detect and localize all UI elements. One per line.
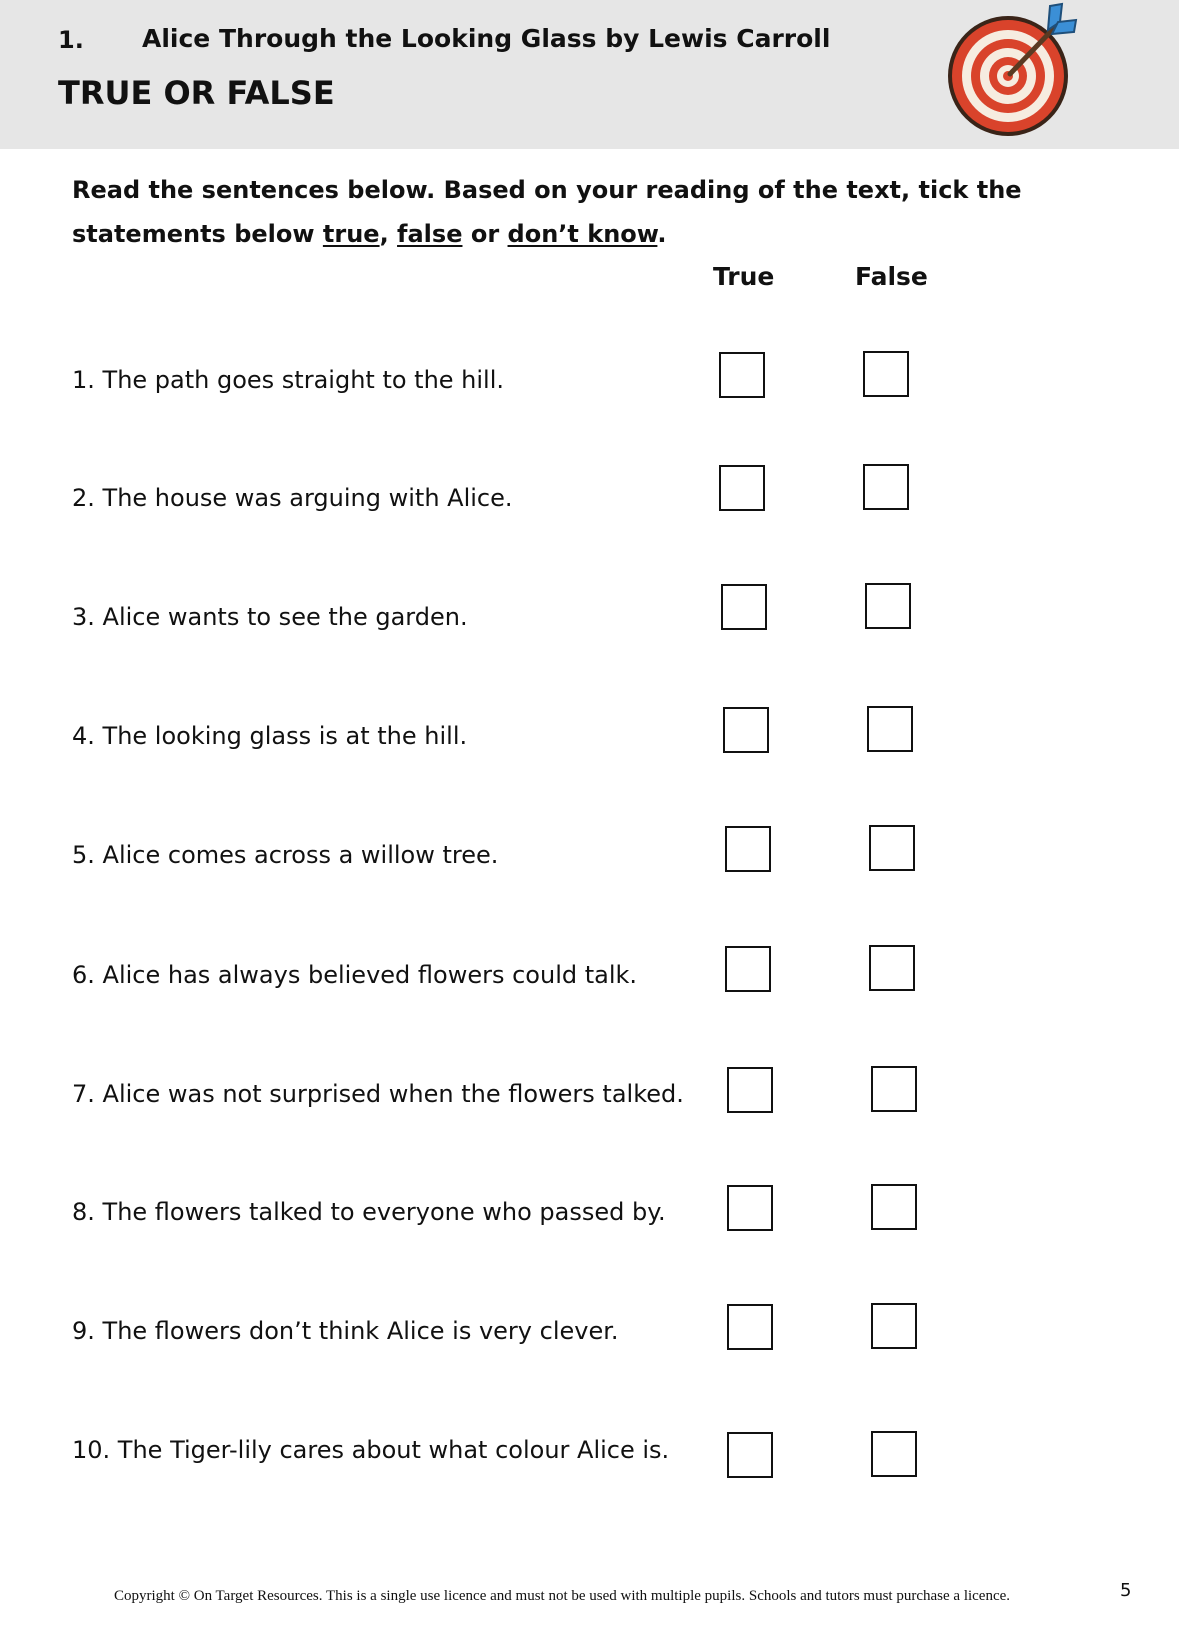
- question-4-true-checkbox[interactable]: [723, 707, 769, 753]
- question-6: 6. Alice has always believed flowers could talk.: [72, 961, 638, 989]
- question-10-false-checkbox[interactable]: [871, 1431, 917, 1477]
- question-5: 5. Alice comes across a willow tree.: [72, 841, 499, 869]
- dont-know-word: don’t know: [507, 220, 658, 248]
- instructions-text: Read the sentences below. Based on your reading of the text, tick the statements below: [72, 176, 1022, 248]
- question-1-true-checkbox[interactable]: [719, 352, 765, 398]
- question-2-false-checkbox[interactable]: [863, 464, 909, 510]
- question-5-false-checkbox[interactable]: [869, 825, 915, 871]
- question-7-false-checkbox[interactable]: [871, 1066, 917, 1112]
- question-7-true-checkbox[interactable]: [727, 1067, 773, 1113]
- question-4-false-checkbox[interactable]: [867, 706, 913, 752]
- question-3-false-checkbox[interactable]: [865, 583, 911, 629]
- worksheet-number: 1.: [58, 26, 84, 54]
- question-1: 1. The path goes straight to the hill.: [72, 366, 505, 394]
- instructions-comma: ,: [379, 220, 389, 248]
- instructions: [72, 168, 1112, 256]
- question-9-true-checkbox[interactable]: [727, 1304, 773, 1350]
- question-3-true-checkbox[interactable]: [721, 584, 767, 630]
- question-8-false-checkbox[interactable]: [871, 1184, 917, 1230]
- question-8-true-checkbox[interactable]: [727, 1185, 773, 1231]
- question-5-true-checkbox[interactable]: [725, 826, 771, 872]
- worksheet-title: Alice Through the Looking Glass by Lewis Carroll: [142, 24, 831, 53]
- question-1-false-checkbox[interactable]: [863, 351, 909, 397]
- question-6-false-checkbox[interactable]: [869, 945, 915, 991]
- worksheet-heading: TRUE OR FALSE: [58, 74, 335, 112]
- copyright-footer: Copyright © On Target Resources. This is a single use licence and must not be used with multiple pupils. Schools and tutors must purchase a licence.: [114, 1588, 1011, 1604]
- question-6-true-checkbox[interactable]: [725, 946, 771, 992]
- page-number: 5: [1120, 1580, 1132, 1601]
- question-3: 3. Alice wants to see the garden.: [72, 603, 468, 631]
- question-7: 7. Alice was not surprised when the flowers talked.: [72, 1080, 684, 1108]
- question-2-true-checkbox[interactable]: [719, 465, 765, 511]
- question-9: 9. The flowers don’t think Alice is very clever.: [72, 1317, 619, 1345]
- column-header-true: True: [713, 262, 775, 291]
- false-word: false: [397, 220, 463, 248]
- column-header-false: False: [855, 262, 928, 291]
- question-8: 8. The flowers talked to everyone who passed by.: [72, 1198, 666, 1226]
- question-2: 2. The house was arguing with Alice.: [72, 484, 513, 512]
- true-word: true: [322, 220, 380, 248]
- question-9-false-checkbox[interactable]: [871, 1303, 917, 1349]
- question-10-true-checkbox[interactable]: [727, 1432, 773, 1478]
- target-arrow-icon: [944, 0, 1084, 142]
- question-10: 10. The Tiger-lily cares about what colour Alice is.: [72, 1436, 670, 1464]
- instructions-or: or: [470, 220, 500, 248]
- question-4: 4. The looking glass is at the hill.: [72, 722, 468, 750]
- instructions-period: .: [657, 220, 667, 248]
